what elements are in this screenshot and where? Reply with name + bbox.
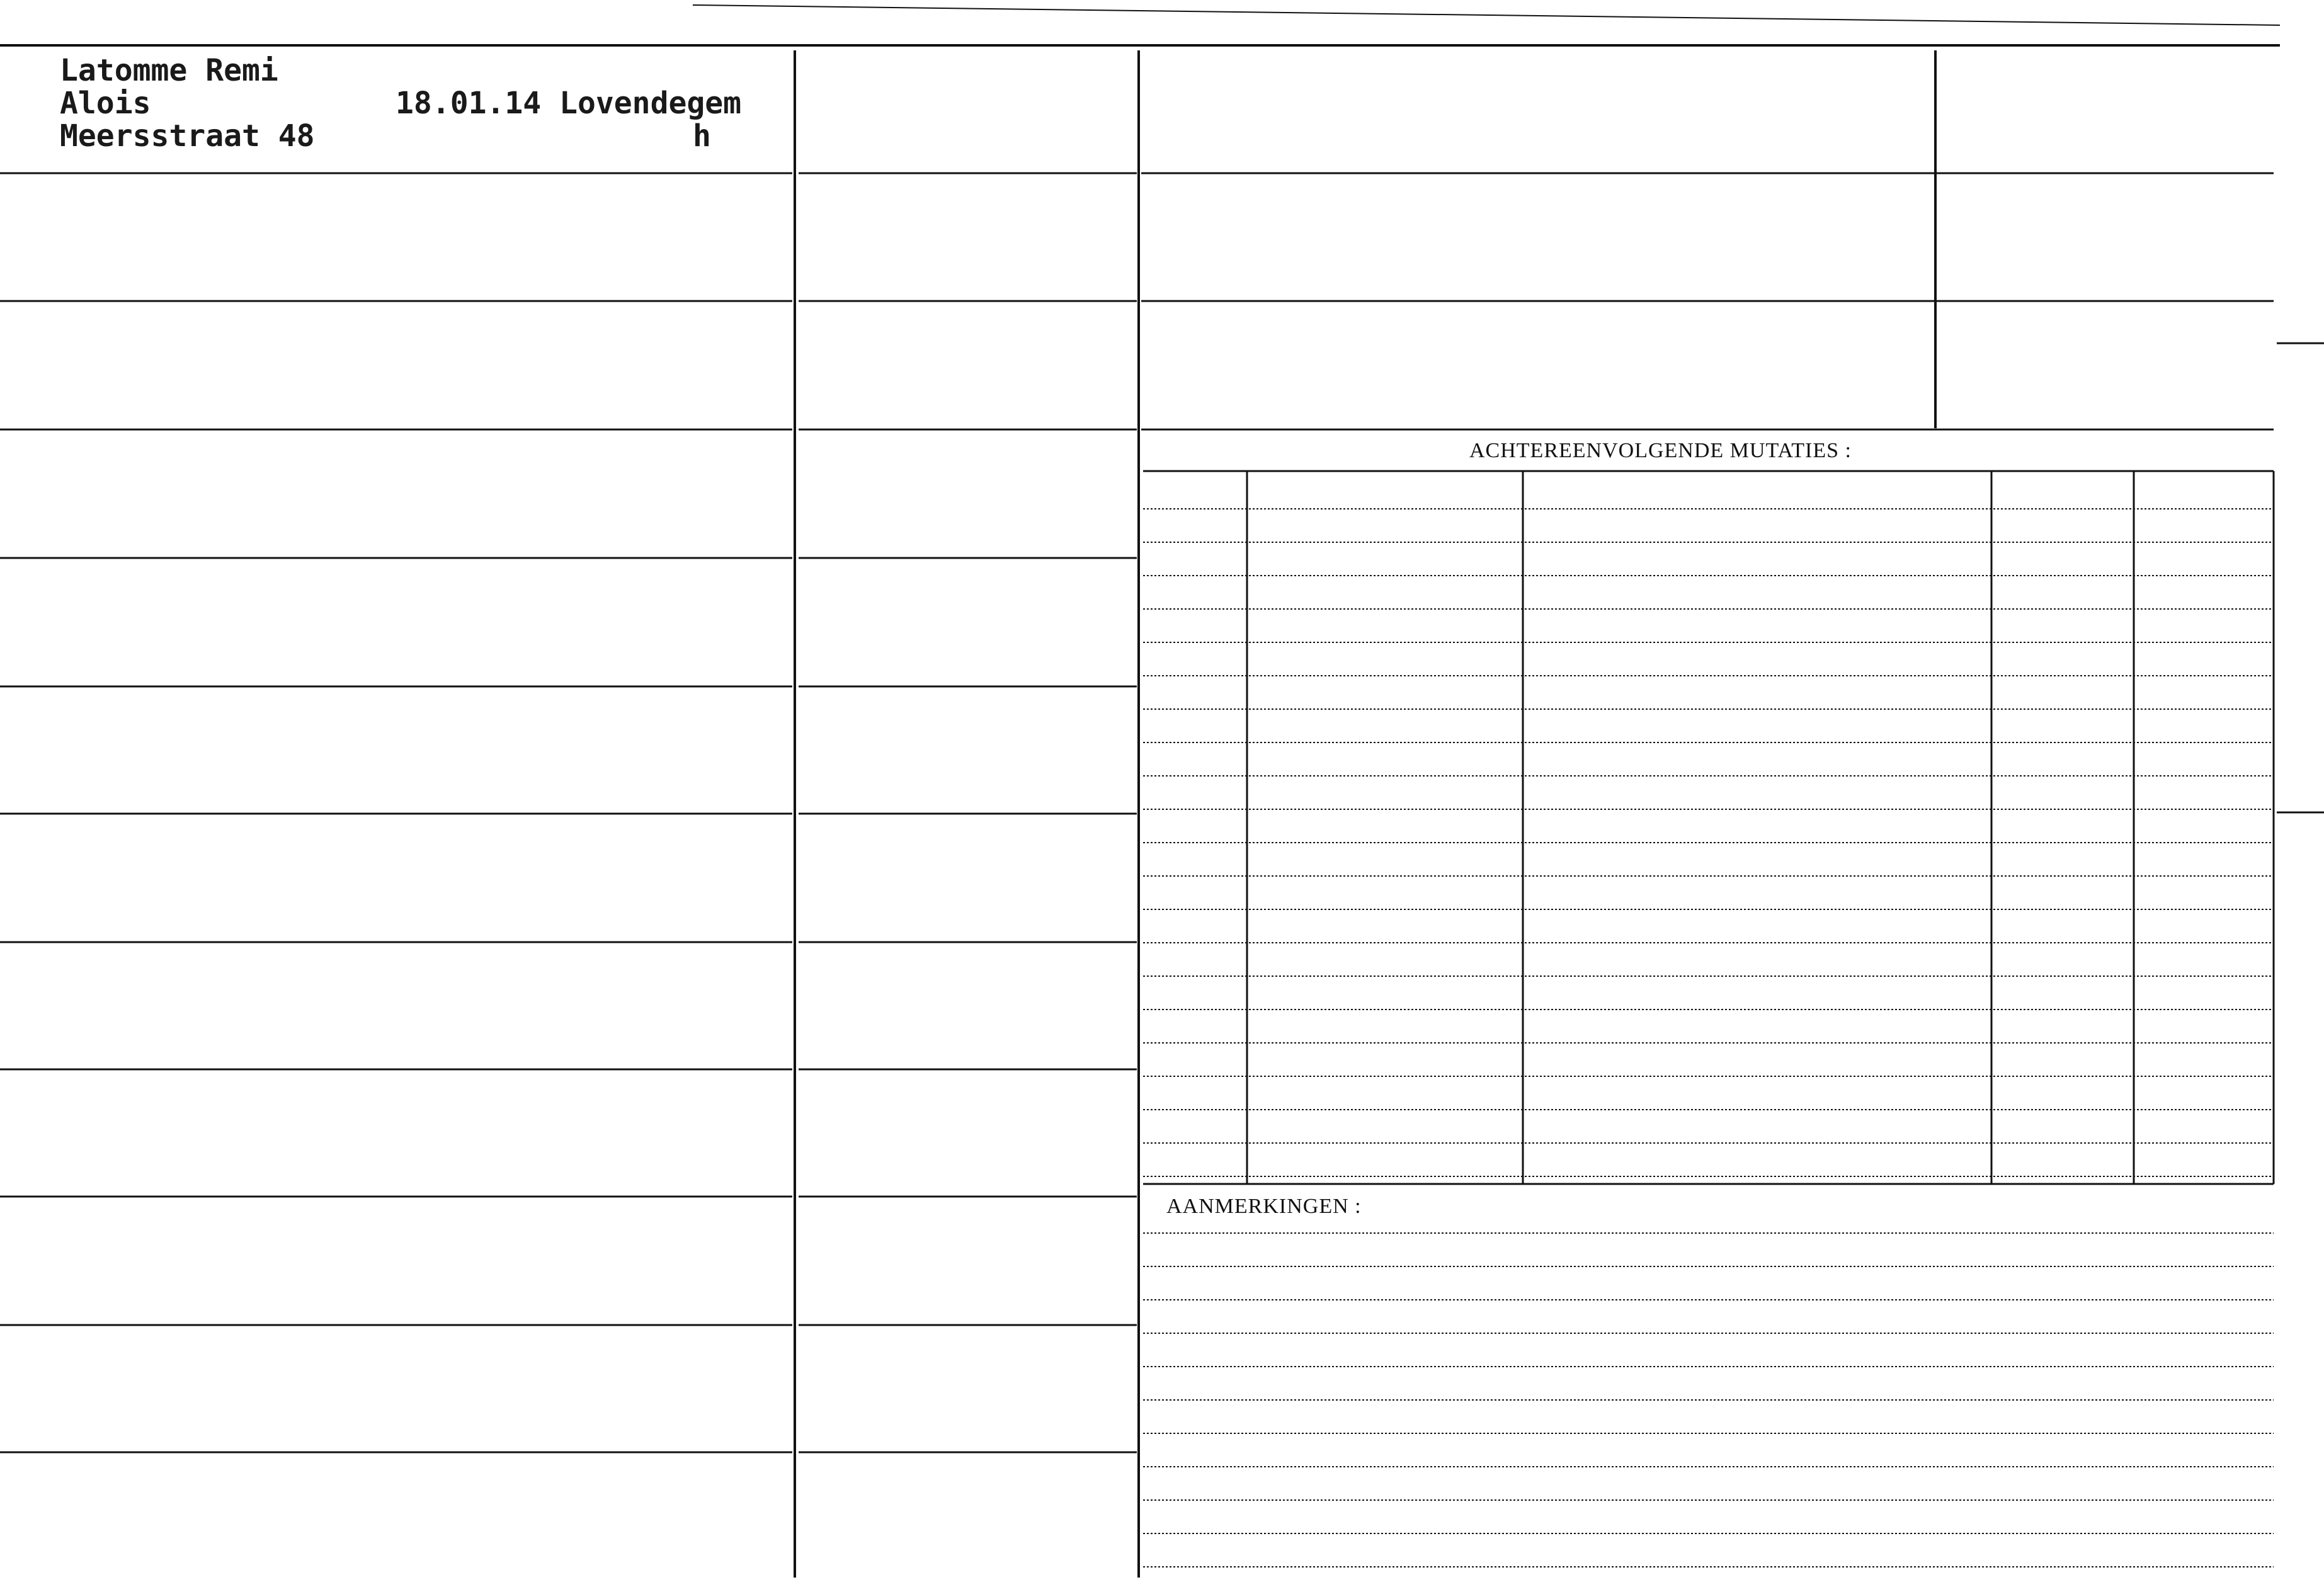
birth-date-place: 18.01.14 Lovendegem [396,86,742,121]
second-name-line: Alois [60,86,151,121]
mutations-heading: ACHTEREENVOLGENDE MUTATIES : [1469,439,1852,462]
address-line: Meersstraat 48 [60,118,315,154]
top-edge-shadow [693,5,2280,25]
handwritten-mark: h [693,118,711,154]
name-line: Latomme Remi [60,53,278,88]
remarks-heading: AANMERKINGEN : [1166,1195,1362,1218]
